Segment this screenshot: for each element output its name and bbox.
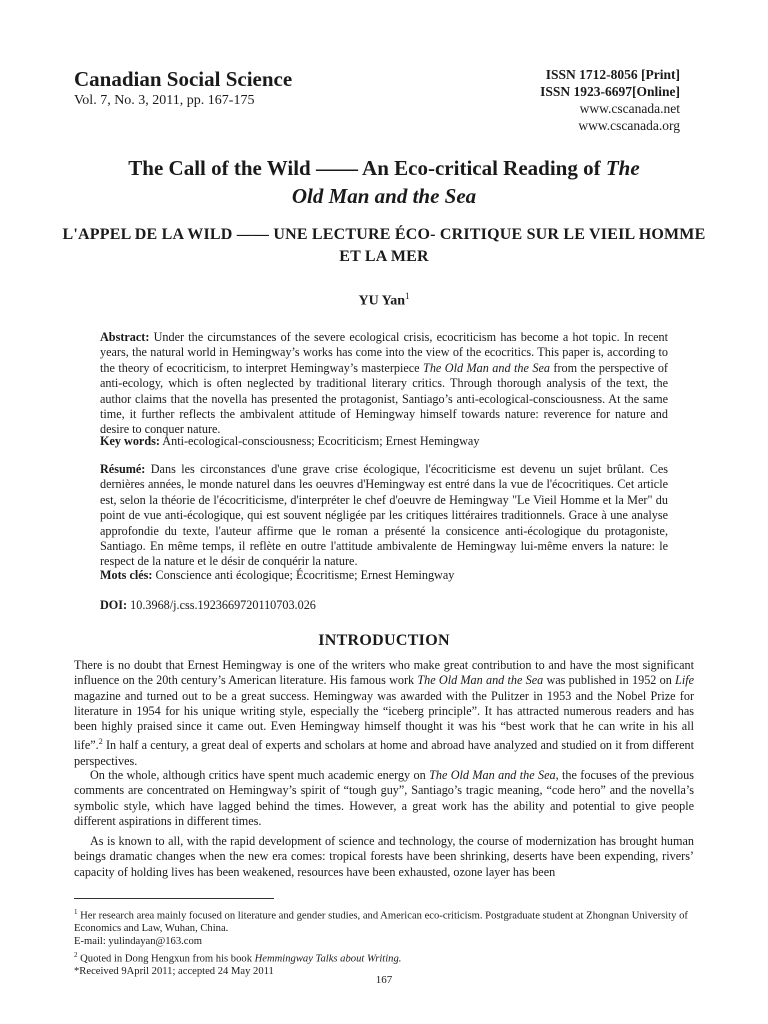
paragraph: On the whole, although critics have spent much academic energy on The Old Man and the Sea, the focuses of the previous comments are concentrated on Hemingway’s spirit of “tough guy”, Santiago’s tragic meaning, “code hero” and the novella’s symbolic style, which have lagged behind the times. However, a great work has the ability and potential to give people different aspirations in different times.	[74, 768, 694, 828]
paper-title: The Call of the Wild —— An Eco-critical Reading of The Old Man and the Sea	[128, 156, 640, 208]
keywords-en: Key words: Anti-ecological-consciousness; Ecocriticism; Ernest Hemingway	[100, 434, 480, 448]
french-title: L'APPEL DE LA WILD —— UNE LECTURE ÉCO- CRITIQUE SUR LE VIEIL HOMME ET LA MER	[62, 226, 706, 265]
website-link[interactable]: www.cscanada.net	[579, 101, 680, 116]
footnotes	[74, 906, 694, 979]
journal-header	[74, 66, 292, 110]
footnote-1: $^1$ Her research area mainly focused on literature and gender studies, and American eco-criticism. Postgraduate student at Zhongnan University of Economics and Law, Wuhan, China.	[74, 908, 688, 935]
abstract-en: Abstract: Under the circumstances of the severe ecological crisis, ecocriticism has become a hot topic. In recent years, the natural world in Hemingway’s works has come into the view of the ecocritics. This paper is, according to the theory of ecocriticism, to interpret Hemingway’s masterpiece The Old Man and the Sea from the perspective of anti-ecology, which is often neglected by traditional literary critics. Through thorough analysis of the text, the author claims that the novella has presented the protagonist, Santiago’s anti-ecological-consciousness. At the same time, it further reflects the ambivalent attitude of Hemingway himself towards nature: reverence for nature and desire to conquer nature.	[100, 330, 668, 437]
author-name: YU Yan$^1$	[358, 291, 410, 309]
paragraph: As is known to all, with the rapid development of science and technology, the course of modernization has brought human beings dramatic changes when the new era comes: tropical forests have been shrinking, deserts have been expending, rivers’ capacity of holding lives has been weakened, resources have been exhausted, ozone layer has been	[74, 834, 694, 879]
issn-block	[540, 66, 680, 134]
issn-online: ISSN 1923-6697[Online]	[540, 84, 680, 99]
website-link[interactable]: www.cscanada.org	[578, 118, 680, 133]
footnote-divider	[74, 898, 274, 899]
issn-print: ISSN 1712-8056 [Print]	[545, 67, 680, 82]
abstract-fr: Résumé: Dans les circonstances d'une grave crise écologique, l'écocriticisme est devenu un sujet brûlant. Ces dernières années, le monde naturel dans les oeuvres d'Hemingway est entré dans la vue de l'écocritiques. Cet article est, selon la théorie de l'écocriticisme, d'interpréter le chef d'oeuvre de Hemingway "Le Vieil Homme et la Mer" du point de vue anti-écologique, qui est souvent négligée par les critiques littéraires traditionnels. Grace à une analyse approfondie du texte, l'auteur affirme que le roman a présenté la consicence anti-écologique du protagoniste, Santiago. En même temps, il reflète en outre l'attitude ambivalente de Hemingway lui-même envers la nature: le respect de la nature et le désir de conquérir la nature.	[100, 462, 668, 569]
doi: DOI: 10.3968/j.css.1923669720110703.026	[100, 598, 316, 612]
footnote-email: E-mail: yulindayan@163.com	[74, 935, 203, 947]
abstract-label: Abstract:	[100, 330, 150, 344]
section-heading: INTRODUCTION	[318, 632, 450, 649]
keywords-fr: Mots clés: Conscience anti écologique; Écocritisme; Ernest Hemingway	[100, 568, 455, 582]
footnote-ref[interactable]: 2	[98, 737, 103, 747]
received-date: *Received 9April 2011; accepted 24 May 2011	[74, 966, 274, 978]
footnote-2: $^2$ Quoted in Dong Hengxun from his book Hemmingway Talks about Writing.	[74, 951, 402, 965]
volume-info: Vol. 7, No. 3, 2011, pp. 167-175	[74, 93, 255, 108]
doi-link[interactable]: 10.3968/j.css.1923669720110703.026	[127, 598, 316, 612]
paragraph: There is no doubt that Ernest Hemingway is one of the writers who make great contribution to and have the most significant influence on the 20th century’s American literature. His famous work The Old Man and the Sea was published in 1952 on Life magazine and turned out to be a great success. Hemingway was awarded with the Pulitzer in 1953 and the Nobel Prize for literature in 1954 for his unique writing style, especially the “iceberg principle”. It has attracted numerous readers and has been highly praised since it came out. Even Hemingway himself thought it was his “best work that he can write in his all life”.$^2$ In half a century, a great deal of experts and scholars at home and abroad have analyzed and studied on it from different perspectives.	[74, 658, 695, 768]
journal-name: Canadian Social Science	[74, 67, 293, 91]
page-number: 167	[375, 974, 393, 986]
